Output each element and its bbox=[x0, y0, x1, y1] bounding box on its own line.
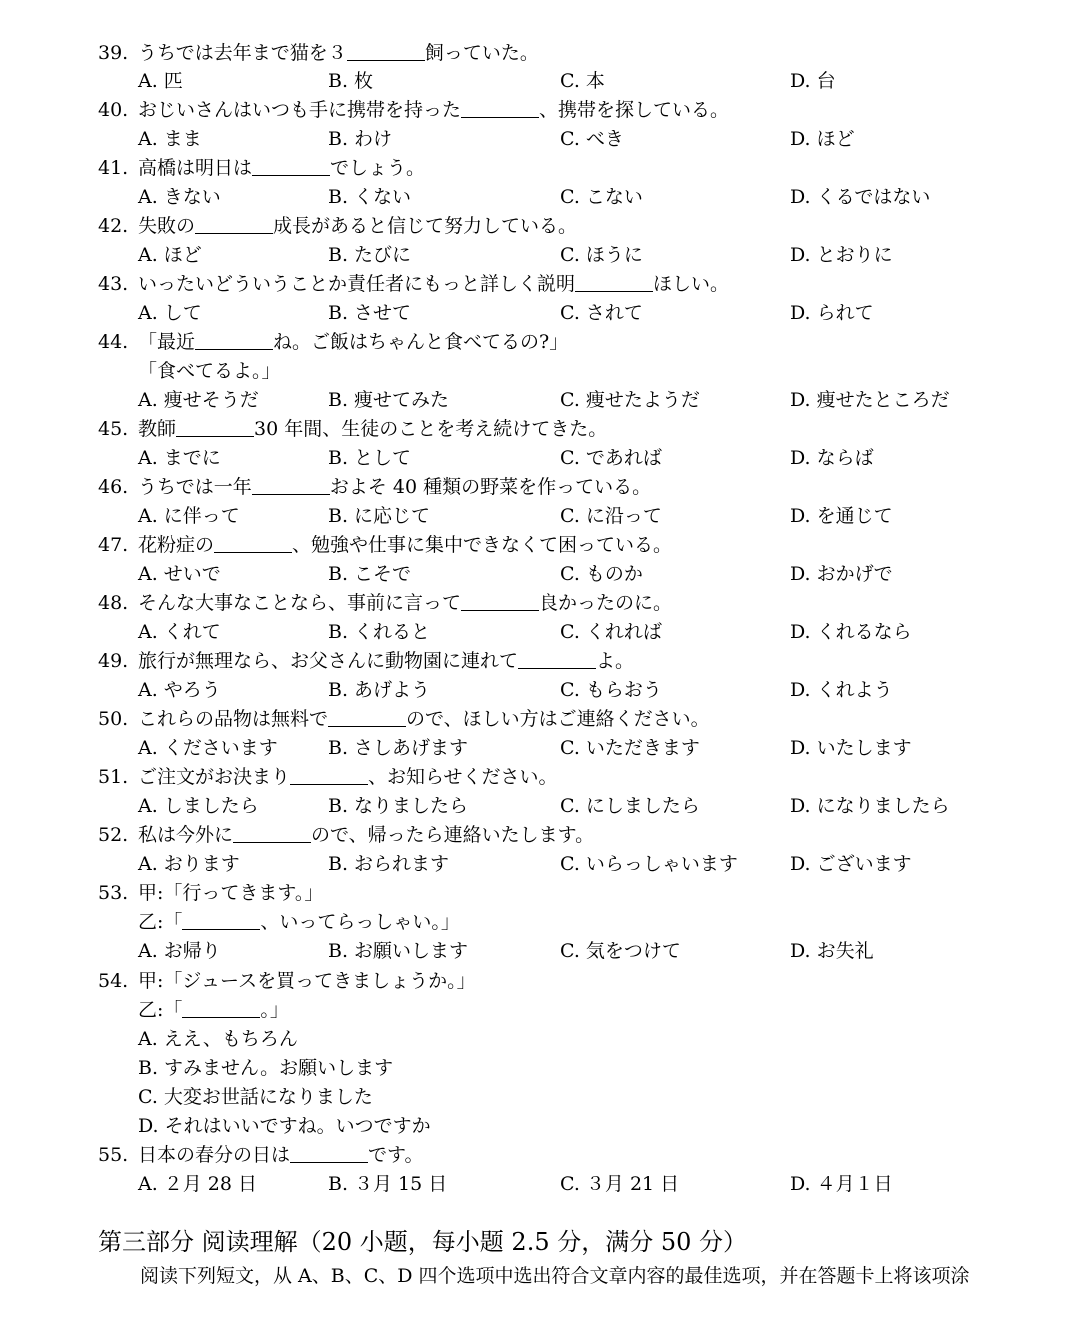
option-a: A. に伴って bbox=[138, 505, 240, 527]
option-b: B. お願いします bbox=[328, 940, 469, 962]
option-c: C. 気をつけて bbox=[560, 940, 681, 962]
option-a: A. くださいます bbox=[138, 737, 278, 759]
question-45: 45. 教師 30 年間、生徒のことを考え続けてきた。 bbox=[98, 418, 608, 440]
option-b: B. おられます bbox=[328, 853, 450, 875]
option-b: B. させて bbox=[328, 302, 412, 324]
option-d: D. ならば bbox=[790, 447, 874, 469]
option-a: A. までに bbox=[138, 447, 221, 469]
option-c: C. こない bbox=[560, 186, 643, 208]
option-d: D. くれるなら bbox=[790, 621, 912, 643]
option-b: B. に応じて bbox=[328, 505, 431, 527]
answer-blank bbox=[252, 474, 330, 495]
answer-blank bbox=[214, 532, 292, 553]
answer-blank bbox=[328, 706, 406, 727]
option-d: D. られて bbox=[790, 302, 874, 324]
answer-blank bbox=[252, 155, 330, 176]
option-b: B. 痩せてみた bbox=[328, 389, 450, 411]
option-d: D. とおりに bbox=[790, 244, 893, 266]
option-c: C. ものか bbox=[560, 563, 643, 585]
option-c: C. 痩せたようだ bbox=[560, 389, 700, 411]
answer-blank bbox=[195, 213, 273, 234]
option-b: B. くれると bbox=[328, 621, 431, 643]
option-c: C. もらおう bbox=[560, 679, 662, 701]
option-b: B. わけ bbox=[328, 128, 393, 150]
option-a: A. ほど bbox=[138, 244, 202, 266]
option-a: A. ２月 28 日 bbox=[138, 1173, 258, 1195]
option-c: C. ３月 21 日 bbox=[560, 1173, 680, 1195]
answer-blank bbox=[461, 590, 539, 611]
dialogue-line: 乙:「 。」 bbox=[138, 999, 289, 1021]
option-a: A. ええ、もちろん bbox=[138, 1028, 298, 1050]
answer-blank bbox=[195, 329, 273, 350]
option-c: C. 大変お世話になりました bbox=[138, 1086, 373, 1108]
option-c: C. くれれば bbox=[560, 621, 662, 643]
answer-blank bbox=[347, 40, 425, 61]
question-49: 49. 旅行が無理なら、お父さんに動物園に連れて よ。 bbox=[98, 650, 635, 672]
option-c: C. にしましたら bbox=[560, 795, 700, 817]
answer-blank bbox=[290, 764, 368, 785]
option-d: D. ほど bbox=[790, 128, 855, 150]
option-d: D. くれよう bbox=[790, 679, 893, 701]
option-d: D. 痩せたところだ bbox=[790, 389, 950, 411]
option-a: A. おります bbox=[138, 853, 240, 875]
option-b: B. として bbox=[328, 447, 412, 469]
question-55: 55. 日本の春分の日は です。 bbox=[98, 1144, 424, 1166]
option-b: B. たびに bbox=[328, 244, 412, 266]
option-d: D. いたします bbox=[790, 737, 912, 759]
option-a: A. くれて bbox=[138, 621, 221, 643]
question-51: 51. ご注文がお決まり 、お知らせください。 bbox=[98, 766, 558, 788]
answer-blank bbox=[575, 271, 653, 292]
question-44: 44. 「最近 ね。ご飯はちゃんと食べてるの?」 bbox=[98, 331, 569, 353]
answer-blank bbox=[182, 997, 260, 1018]
option-a: A. 痩せそうだ bbox=[138, 389, 259, 411]
question-54: 54. 甲:「ジュースを買ってきましょうか。」 bbox=[98, 970, 476, 992]
option-d: D. お失礼 bbox=[790, 940, 874, 962]
option-a: A. せいで bbox=[138, 563, 221, 585]
answer-blank bbox=[176, 416, 254, 437]
section-title: 第三部分 阅读理解（20 小题，每小题 2.5 分，满分 50 分） bbox=[98, 1228, 748, 1256]
section-instructions: 阅读下列短文，从 A、B、C、D 四个选项中选出符合文章内容的最佳选项，并在答题卡上将该项涂 bbox=[140, 1265, 970, 1287]
option-d: D. ございます bbox=[790, 853, 912, 875]
option-c: C. に沿って bbox=[560, 505, 662, 527]
option-d: D. を通じて bbox=[790, 505, 893, 527]
option-b: B. こそで bbox=[328, 563, 412, 585]
question-41: 41. 高橋は明日は でしょう。 bbox=[98, 157, 426, 179]
option-a: A. やろう bbox=[138, 679, 221, 701]
answer-blank bbox=[182, 909, 260, 930]
question-52: 52. 私は今外に ので、帰ったら連絡いたします。 bbox=[98, 824, 595, 846]
dialogue-line: 「食べてるよ。」 bbox=[138, 360, 281, 382]
question-40: 40. おじいさんはいつも手に携帯を持った 、携帯を探している。 bbox=[98, 99, 730, 121]
question-43: 43. いったいどういうことか責任者にもっと詳しく説明 ほしい。 bbox=[98, 273, 730, 295]
option-a: A. しましたら bbox=[138, 795, 259, 817]
option-d: D. それはいいですね。いつですか bbox=[138, 1115, 431, 1137]
question-47: 47. 花粉症の 、勉強や仕事に集中できなくて困っている。 bbox=[98, 534, 673, 556]
option-c: C. 本 bbox=[560, 70, 605, 92]
option-b: B. くない bbox=[328, 186, 412, 208]
option-c: C. いただきます bbox=[560, 737, 700, 759]
question-50: 50. これらの品物は無料で ので、ほしい方はご連絡ください。 bbox=[98, 708, 710, 730]
option-b: B. なりましたら bbox=[328, 795, 469, 817]
question-53: 53. 甲:「行ってきます。」 bbox=[98, 882, 324, 904]
option-a: A. 匹 bbox=[138, 70, 183, 92]
option-c: C. されて bbox=[560, 302, 643, 324]
option-c: C. であれば bbox=[560, 447, 662, 469]
option-a: A. まま bbox=[138, 128, 202, 150]
question-39: 39. うちでは去年まで猫を３ 飼っていた。 bbox=[98, 42, 539, 64]
answer-blank bbox=[290, 1142, 368, 1163]
option-b: B. あげよう bbox=[328, 679, 431, 701]
option-d: D. くるではない bbox=[790, 186, 931, 208]
option-a: A. して bbox=[138, 302, 202, 324]
option-d: D. になりましたら bbox=[790, 795, 950, 817]
option-c: C. いらっしゃいます bbox=[560, 853, 738, 875]
question-46: 46. うちでは一年 およそ 40 種類の野菜を作っている。 bbox=[98, 476, 652, 498]
answer-blank bbox=[233, 822, 311, 843]
answer-blank bbox=[461, 97, 539, 118]
option-a: A. お帰り bbox=[138, 940, 221, 962]
option-b: B. すみません。お願いします bbox=[138, 1057, 394, 1079]
question-48: 48. そんな大事なことなら、事前に言って 良かったのに。 bbox=[98, 592, 673, 614]
option-a: A. きない bbox=[138, 186, 221, 208]
answer-blank bbox=[518, 648, 596, 669]
option-d: D. おかげで bbox=[790, 563, 893, 585]
option-c: C. ほうに bbox=[560, 244, 643, 266]
option-b: B. 枚 bbox=[328, 70, 374, 92]
option-d: D. 台 bbox=[790, 70, 836, 92]
option-b: B. さしあげます bbox=[328, 737, 469, 759]
dialogue-line: 乙:「 、いってらっしゃい。」 bbox=[138, 911, 460, 933]
option-c: C. べき bbox=[560, 128, 624, 150]
option-b: B. ３月 15 日 bbox=[328, 1173, 448, 1195]
question-42: 42. 失敗の 成長があると信じて努力している。 bbox=[98, 215, 578, 237]
option-d: D. ４月１日 bbox=[790, 1173, 893, 1195]
